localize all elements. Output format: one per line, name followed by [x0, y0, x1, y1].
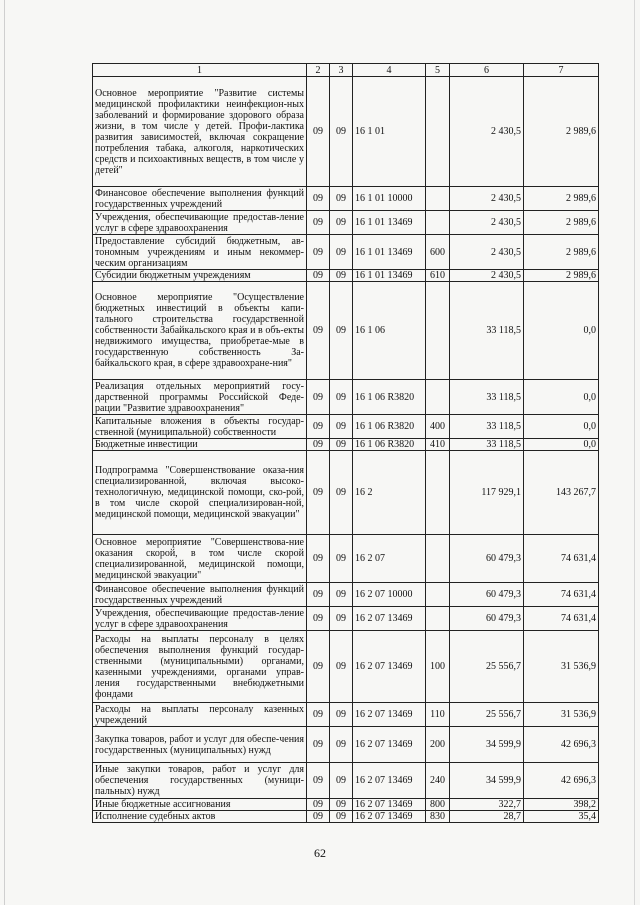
row-target-article: 16 2 07 13469 [353, 811, 426, 823]
row-target-article: 16 2 [353, 451, 426, 535]
row-target-article: 16 1 01 13469 [353, 211, 426, 235]
row-amount-year-1: 25 556,7 [450, 703, 524, 727]
row-amount-year-2: 2 989,6 [524, 211, 599, 235]
row-subsection: 09 [330, 211, 353, 235]
row-subsection: 09 [330, 799, 353, 811]
row-section: 09 [307, 270, 330, 282]
row-amount-year-2: 0,0 [524, 380, 599, 415]
row-subsection: 09 [330, 282, 353, 380]
row-name: Иные закупки товаров, работ и услуг для обеспечения государственных (муници-пальных) нужд [93, 763, 307, 799]
row-subsection: 09 [330, 607, 353, 631]
table-row [93, 535, 599, 583]
row-subsection: 09 [330, 811, 353, 823]
row-target-article: 16 2 07 10000 [353, 583, 426, 607]
row-amount-year-1: 60 479,3 [450, 583, 524, 607]
table-row [93, 415, 599, 439]
row-amount-year-2: 31 536,9 [524, 703, 599, 727]
page-edge-right [634, 0, 635, 905]
row-amount-year-2: 143 267,7 [524, 451, 599, 535]
row-target-article: 16 1 01 [353, 77, 426, 187]
row-expense-type [426, 211, 450, 235]
row-expense-type [426, 380, 450, 415]
row-expense-type: 410 [426, 439, 450, 451]
row-subsection: 09 [330, 187, 353, 211]
table-row [93, 727, 599, 763]
row-amount-year-1: 2 430,5 [450, 211, 524, 235]
row-name: Расходы на выплаты персоналу казенных учреждений [93, 703, 307, 727]
row-subsection: 09 [330, 380, 353, 415]
row-amount-year-2: 31 536,9 [524, 631, 599, 703]
row-target-article: 16 1 01 13469 [353, 235, 426, 270]
row-name: Учреждения, обеспечивающие предостав-ление услуг в сфере здравоохранения [93, 607, 307, 631]
row-amount-year-1: 60 479,3 [450, 607, 524, 631]
row-expense-type: 200 [426, 727, 450, 763]
header-row [93, 64, 599, 77]
row-amount-year-2: 2 989,6 [524, 187, 599, 211]
row-expense-type [426, 607, 450, 631]
row-subsection: 09 [330, 235, 353, 270]
row-target-article: 16 2 07 13469 [353, 607, 426, 631]
row-amount-year-1: 2 430,5 [450, 270, 524, 282]
table-row [93, 607, 599, 631]
row-section: 09 [307, 607, 330, 631]
row-amount-year-1: 33 118,5 [450, 439, 524, 451]
row-section: 09 [307, 380, 330, 415]
row-name: Расходы на выплаты персоналу в целях обеспечения выполнения функций государ-ственными (муниципальными) органами, казенными учреждениями, органами управ-ления государственными внебюджетными фондами [93, 631, 307, 703]
page-edge-left [4, 0, 5, 905]
row-name: Финансовое обеспечение выполнения функций государственных учреждений [93, 187, 307, 211]
row-target-article: 16 2 07 13469 [353, 763, 426, 799]
table-row [93, 77, 599, 187]
row-name: Предоставление субсидий бюджетным, ав-тономным учреждениям и иным некоммер-ческим организациям [93, 235, 307, 270]
row-name: Основное мероприятие "Развитие системы медицинской профилактики неинфекцион-ных заболеваний и формирование здорового образа жизни, в том числе у детей. Профи-лактика развития зависимостей, включая сокращение потребления табака, алкоголя, наркотических средств и психоактивных веществ, в том числе у детей" [93, 77, 307, 187]
row-section: 09 [307, 811, 330, 823]
row-name: Основное мероприятие "Совершенствова-ние оказания скорой, в том числе скорой специализированной, медицинской помощи, медицинской эвакуации" [93, 535, 307, 583]
row-amount-year-2: 74 631,4 [524, 583, 599, 607]
row-amount-year-1: 2 430,5 [450, 235, 524, 270]
row-amount-year-1: 2 430,5 [450, 187, 524, 211]
table-row [93, 763, 599, 799]
row-subsection: 09 [330, 270, 353, 282]
table-row [93, 631, 599, 703]
row-expense-type [426, 451, 450, 535]
header-col-3: 3 [330, 64, 353, 77]
row-subsection: 09 [330, 763, 353, 799]
row-amount-year-1: 34 599,9 [450, 763, 524, 799]
table-row [93, 270, 599, 282]
row-amount-year-1: 25 556,7 [450, 631, 524, 703]
row-section: 09 [307, 282, 330, 380]
row-section: 09 [307, 583, 330, 607]
table-row [93, 451, 599, 535]
row-amount-year-2: 2 989,6 [524, 270, 599, 282]
row-name: Финансовое обеспечение выполнения функций государственных учреждений [93, 583, 307, 607]
row-section: 09 [307, 235, 330, 270]
table-row [93, 583, 599, 607]
row-section: 09 [307, 535, 330, 583]
row-section: 09 [307, 77, 330, 187]
row-expense-type [426, 535, 450, 583]
row-name: Реализация отдельных мероприятий госу-дарственной программы Российской Феде-рации "Развитие здравоохранения" [93, 380, 307, 415]
row-amount-year-1: 322,7 [450, 799, 524, 811]
row-section: 09 [307, 763, 330, 799]
row-name: Учреждения, обеспечивающие предостав-ление услуг в сфере здравоохранения [93, 211, 307, 235]
header-col-7: 7 [524, 64, 599, 77]
row-section: 09 [307, 631, 330, 703]
row-section: 09 [307, 727, 330, 763]
budget-table [92, 63, 599, 823]
row-target-article: 16 1 06 R3820 [353, 415, 426, 439]
row-amount-year-1: 117 929,1 [450, 451, 524, 535]
row-section: 09 [307, 703, 330, 727]
row-amount-year-2: 398,2 [524, 799, 599, 811]
row-amount-year-2: 2 989,6 [524, 77, 599, 187]
row-amount-year-1: 2 430,5 [450, 77, 524, 187]
row-target-article: 16 1 01 13469 [353, 270, 426, 282]
row-target-article: 16 1 01 10000 [353, 187, 426, 211]
table-row [93, 703, 599, 727]
row-subsection: 09 [330, 77, 353, 187]
row-subsection: 09 [330, 439, 353, 451]
row-amount-year-1: 33 118,5 [450, 282, 524, 380]
row-name: Исполнение судебных актов [93, 811, 307, 823]
row-name: Бюджетные инвестиции [93, 439, 307, 451]
row-section: 09 [307, 439, 330, 451]
table-row [93, 235, 599, 270]
row-amount-year-2: 0,0 [524, 282, 599, 380]
row-name: Подпрограмма "Совершенствование оказа-ния специализированной, включая высоко-технологичную, медицинской помощи, ско-рой, в том числе скорой специализирован-ной, медицинской помощи, медицинской эвакуации" [93, 451, 307, 535]
row-target-article: 16 2 07 13469 [353, 631, 426, 703]
row-subsection: 09 [330, 727, 353, 763]
row-name: Закупка товаров, работ и услуг для обеспе-чения государственных (муниципальных) нужд [93, 727, 307, 763]
table-row [93, 282, 599, 380]
header-col-6: 6 [450, 64, 524, 77]
row-section: 09 [307, 799, 330, 811]
row-target-article: 16 2 07 [353, 535, 426, 583]
row-target-article: 16 2 07 13469 [353, 703, 426, 727]
row-amount-year-2: 2 989,6 [524, 235, 599, 270]
row-subsection: 09 [330, 631, 353, 703]
row-expense-type [426, 583, 450, 607]
row-section: 09 [307, 415, 330, 439]
row-amount-year-1: 33 118,5 [450, 380, 524, 415]
row-expense-type: 800 [426, 799, 450, 811]
row-section: 09 [307, 187, 330, 211]
row-section: 09 [307, 211, 330, 235]
table-row [93, 811, 599, 823]
table-row [93, 799, 599, 811]
row-expense-type: 100 [426, 631, 450, 703]
row-target-article: 16 1 06 R3820 [353, 439, 426, 451]
table-row [93, 211, 599, 235]
row-name: Капитальные вложения в объекты государ-ственной (муниципальной) собственности [93, 415, 307, 439]
row-target-article: 16 1 06 [353, 282, 426, 380]
row-amount-year-2: 35,4 [524, 811, 599, 823]
row-target-article: 16 2 07 13469 [353, 799, 426, 811]
row-subsection: 09 [330, 583, 353, 607]
table-row [93, 187, 599, 211]
row-expense-type: 600 [426, 235, 450, 270]
row-expense-type [426, 282, 450, 380]
row-subsection: 09 [330, 451, 353, 535]
page-number: 62 [314, 846, 326, 860]
row-subsection: 09 [330, 703, 353, 727]
row-amount-year-2: 0,0 [524, 439, 599, 451]
row-expense-type: 610 [426, 270, 450, 282]
row-expense-type [426, 187, 450, 211]
row-amount-year-2: 42 696,3 [524, 763, 599, 799]
row-expense-type: 400 [426, 415, 450, 439]
header-col-1: 1 [93, 64, 307, 77]
row-amount-year-2: 74 631,4 [524, 535, 599, 583]
row-amount-year-2: 74 631,4 [524, 607, 599, 631]
row-expense-type: 240 [426, 763, 450, 799]
row-amount-year-1: 34 599,9 [450, 727, 524, 763]
row-amount-year-1: 60 479,3 [450, 535, 524, 583]
table-row [93, 380, 599, 415]
row-target-article: 16 1 06 R3820 [353, 380, 426, 415]
row-name: Основное мероприятие "Осуществление бюджетных инвестиций в объекты капи-тального строительства государственной собственности Забайкальского края и в объ-екты недвижимого имущества, приобретае-мые в государственную собственность За-байкальского края, в сфере здравоохране-ния" [93, 282, 307, 380]
row-subsection: 09 [330, 415, 353, 439]
row-expense-type: 110 [426, 703, 450, 727]
header-col-5: 5 [426, 64, 450, 77]
row-subsection: 09 [330, 535, 353, 583]
row-section: 09 [307, 451, 330, 535]
row-name: Иные бюджетные ассигнования [93, 799, 307, 811]
header-col-4: 4 [353, 64, 426, 77]
header-col-2: 2 [307, 64, 330, 77]
row-target-article: 16 2 07 13469 [353, 727, 426, 763]
row-amount-year-1: 28,7 [450, 811, 524, 823]
row-name: Субсидии бюджетным учреждениям [93, 270, 307, 282]
row-amount-year-2: 0,0 [524, 415, 599, 439]
row-expense-type: 830 [426, 811, 450, 823]
row-expense-type [426, 77, 450, 187]
row-amount-year-2: 42 696,3 [524, 727, 599, 763]
table-row [93, 439, 599, 451]
row-amount-year-1: 33 118,5 [450, 415, 524, 439]
